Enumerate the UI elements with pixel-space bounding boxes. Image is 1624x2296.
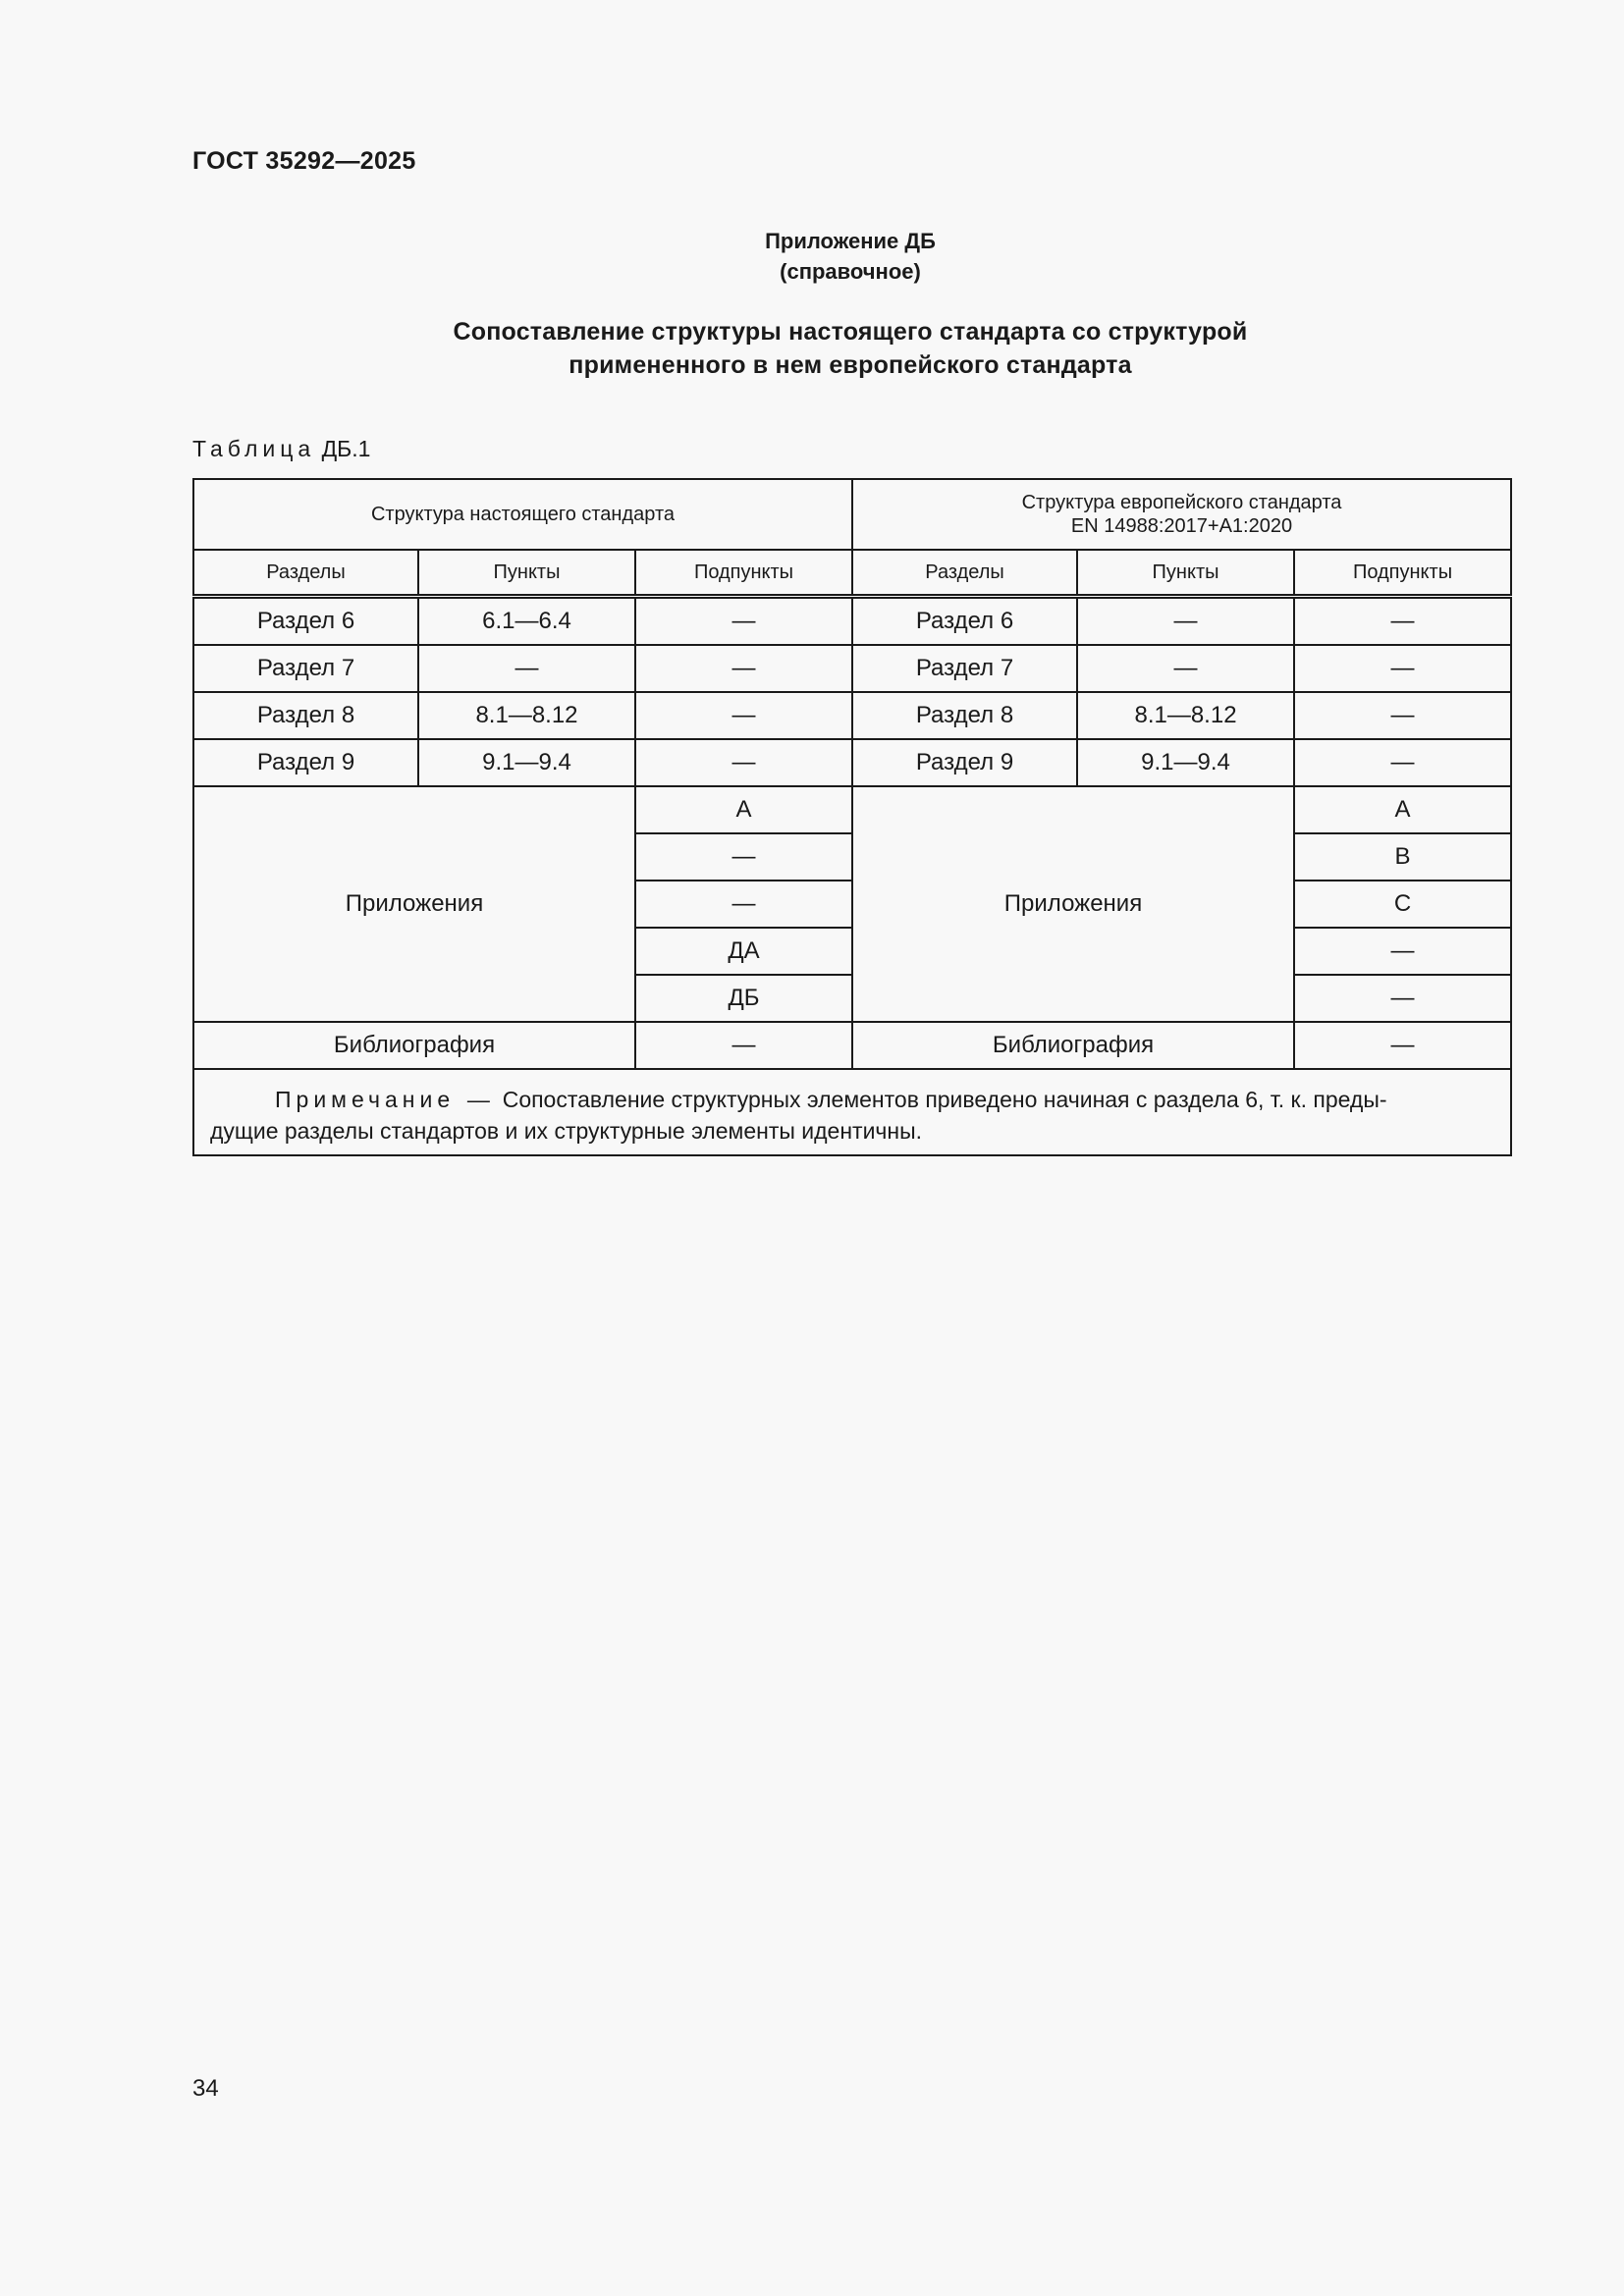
column-header-eu-subclauses: Подпункты [1294, 550, 1511, 597]
table-cell: — [635, 739, 852, 786]
annex-label-european-standard: Приложения [852, 786, 1294, 1022]
table-row [193, 645, 1511, 692]
table-caption [192, 436, 370, 462]
appendix-title [0, 315, 1624, 382]
document-code: ГОСТ 35292—2025 [192, 147, 416, 175]
note-text-line-1: Сопоставление структурных элементов приведено начиная с раздела 6, т. к. преды- [502, 1087, 1387, 1112]
note-text-line-2: дущие разделы стандартов и их структурные элементы идентичны. [210, 1118, 923, 1144]
group-header-european-line-1: Структура европейского стандарта [1021, 492, 1342, 513]
table-cell: 9.1—9.4 [1077, 739, 1294, 786]
page-number: 34 [192, 2075, 219, 2102]
table-cell: — [635, 692, 852, 739]
table-cell: Раздел 6 [852, 597, 1077, 646]
structure-comparison-table [192, 478, 1512, 1156]
annex-cell-right: A [1294, 786, 1511, 833]
table-cell: — [418, 645, 635, 692]
note-lead: Примечание [275, 1087, 456, 1112]
table-cell: 8.1—8.12 [1077, 692, 1294, 739]
table-cell: 6.1—6.4 [418, 597, 635, 646]
table-group-header-row [193, 479, 1511, 550]
table-cell: Раздел 7 [193, 645, 418, 692]
note-dash: — [466, 1087, 490, 1112]
bibliography-label-left: Библиография [193, 1022, 635, 1069]
table-cell: Раздел 8 [852, 692, 1077, 739]
table-cell: — [1294, 739, 1511, 786]
table-cell: — [1294, 597, 1511, 646]
table-cell: — [1077, 645, 1294, 692]
table-cell: Раздел 9 [193, 739, 418, 786]
bibliography-row [193, 1022, 1511, 1069]
table-cell: Раздел 7 [852, 645, 1077, 692]
bibliography-label-right: Библиография [852, 1022, 1294, 1069]
annex-cell-left: ДБ [635, 975, 852, 1022]
table-cell: Раздел 6 [193, 597, 418, 646]
column-header-sections: Разделы [193, 550, 418, 597]
appendix-title-line-1: Сопоставление структуры настоящего стандарта со структурой [453, 318, 1248, 346]
table-cell: — [635, 597, 852, 646]
annex-cell-right: B [1294, 833, 1511, 881]
annex-cell-right: — [1294, 975, 1511, 1022]
annex-cell-right: C [1294, 881, 1511, 928]
appendix-label: Приложение ДБ [765, 229, 936, 253]
table-caption-word: Таблица [192, 436, 316, 461]
column-header-subclauses: Подпункты [635, 550, 852, 597]
annex-cell-right: — [1294, 928, 1511, 975]
appendix-heading [0, 226, 1624, 287]
column-header-eu-clauses: Пункты [1077, 550, 1294, 597]
group-header-european-line-2: EN 14988:2017+A1:2020 [1070, 515, 1293, 537]
table-cell: — [635, 645, 852, 692]
annex-cell-left: А [635, 786, 852, 833]
table-row [193, 597, 1511, 646]
annex-label-this-standard: Приложения [193, 786, 635, 1022]
table-cell: — [1077, 597, 1294, 646]
table-cell: Раздел 9 [852, 739, 1077, 786]
table-cell: — [1294, 645, 1511, 692]
table-cell: — [1294, 692, 1511, 739]
table-column-header-row [193, 550, 1511, 597]
annex-cell-left: — [635, 881, 852, 928]
appendix-title-line-2: примененного в нем европейского стандарта [568, 351, 1132, 379]
table-note [193, 1069, 1511, 1155]
table-row [193, 692, 1511, 739]
table-row [193, 739, 1511, 786]
annex-row [193, 786, 1511, 833]
annex-cell-left: ДА [635, 928, 852, 975]
group-header-this-standard: Структура настоящего стандарта [193, 479, 852, 550]
note-row [193, 1069, 1511, 1155]
table-cell: 9.1—9.4 [418, 739, 635, 786]
annex-cell-left: — [635, 833, 852, 881]
table-cell: Раздел 8 [193, 692, 418, 739]
table-caption-number: ДБ.1 [321, 436, 371, 461]
column-header-eu-sections: Разделы [852, 550, 1077, 597]
bibliography-value-right: — [1294, 1022, 1511, 1069]
column-header-clauses: Пункты [418, 550, 635, 597]
appendix-status: (справочное) [780, 259, 921, 284]
note-line-1 [210, 1084, 1496, 1115]
group-header-european-standard [852, 479, 1511, 550]
bibliography-value-left: — [635, 1022, 852, 1069]
table-cell: 8.1—8.12 [418, 692, 635, 739]
